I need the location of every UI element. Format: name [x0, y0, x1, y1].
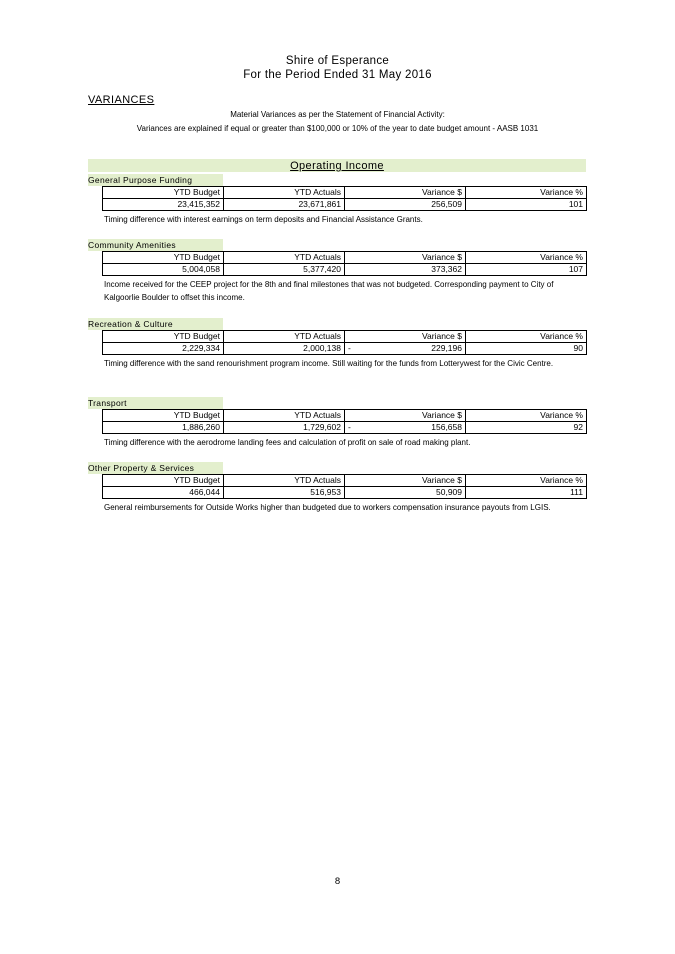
col-variance-dollar: Variance $ [345, 331, 466, 343]
col-ytd-actuals: YTD Actuals [224, 475, 345, 487]
table-row [103, 199, 587, 211]
variance-dollar-cell [345, 343, 466, 355]
table-row [103, 487, 587, 499]
col-ytd-actuals: YTD Actuals [224, 331, 345, 343]
organisation-name: Shire of Esperance [285, 55, 390, 67]
table-header-row [103, 475, 587, 487]
variance-pct-value: 92 [466, 422, 587, 434]
variance-note: Timing difference with interest earnings on term deposits and Financial Assistance Grants. [104, 215, 423, 224]
col-variance-pct: Variance % [466, 410, 587, 422]
variance-pct-value: 107 [466, 264, 587, 276]
table-header-row [103, 410, 587, 422]
variance-note: General reimbursements for Outside Works higher than budgeted due to workers compensation insurance payouts from LGIS. [104, 503, 551, 512]
block-label: Community Amenities [88, 239, 223, 251]
ytd-actuals-value: 516,953 [224, 487, 345, 499]
ytd-budget-value: 5,004,058 [103, 264, 224, 276]
ytd-actuals-value: 1,729,602 [224, 422, 345, 434]
variance-block [88, 318, 588, 370]
variance-sign: - [348, 422, 351, 432]
ytd-budget-value: 23,415,352 [103, 199, 224, 211]
ytd-budget-value: 1,886,260 [103, 422, 224, 434]
variance-dollar-cell [345, 264, 466, 276]
table-row [103, 264, 587, 276]
col-variance-pct: Variance % [466, 475, 587, 487]
variance-dollar-cell [345, 199, 466, 211]
variance-dollar-cell [345, 422, 466, 434]
ytd-budget-value: 466,044 [103, 487, 224, 499]
subtitle-threshold: Variances are explained if equal or greater than $100,000 or 10% of the year to date budget amount - AASB 1031 [136, 124, 539, 133]
col-variance-dollar: Variance $ [345, 410, 466, 422]
variance-dollar-value: 373,362 [431, 264, 462, 274]
variance-block [88, 174, 588, 226]
variance-pct-value: 111 [466, 487, 587, 499]
col-variance-dollar: Variance $ [345, 475, 466, 487]
variance-dollar-cell [345, 487, 466, 499]
col-ytd-budget: YTD Budget [103, 475, 224, 487]
variance-dollar-value: 256,509 [431, 199, 462, 209]
variance-table [102, 251, 587, 276]
ytd-actuals-value: 2,000,138 [224, 343, 345, 355]
col-variance-pct: Variance % [466, 252, 587, 264]
variance-dollar-value: 156,658 [431, 422, 462, 432]
col-ytd-actuals: YTD Actuals [224, 252, 345, 264]
table-header-row [103, 331, 587, 343]
variance-table [102, 409, 587, 434]
col-variance-dollar: Variance $ [345, 252, 466, 264]
subtitle-material-variances: Material Variances as per the Statement of Financial Activity: [230, 110, 445, 119]
block-label: Other Property & Services [88, 462, 223, 474]
page-heading: VARIANCES [88, 94, 155, 106]
col-ytd-budget: YTD Budget [103, 187, 224, 199]
block-label: Transport [88, 397, 223, 409]
ytd-actuals-value: 23,671,861 [224, 199, 345, 211]
col-ytd-budget: YTD Budget [103, 410, 224, 422]
section-title: Operating Income [290, 160, 384, 172]
variance-pct-value: 90 [466, 343, 587, 355]
variance-block [88, 462, 588, 514]
col-ytd-actuals: YTD Actuals [224, 410, 345, 422]
variance-note: Timing difference with the sand renourishment program income. Still waiting for the funds from Lotterywest for the Civic Centre. [104, 359, 554, 368]
report-period: For the Period Ended 31 May 2016 [243, 69, 432, 81]
variance-dollar-value: 229,196 [431, 343, 462, 353]
variance-block [88, 397, 588, 449]
col-variance-dollar: Variance $ [345, 187, 466, 199]
table-header-row [103, 252, 587, 264]
variance-sign: - [348, 343, 351, 353]
variance-table [102, 474, 587, 499]
block-label: Recreation & Culture [88, 318, 223, 330]
ytd-budget-value: 2,229,334 [103, 343, 224, 355]
ytd-actuals-value: 5,377,420 [224, 264, 345, 276]
variance-dollar-value: 50,909 [436, 487, 462, 497]
col-variance-pct: Variance % [466, 187, 587, 199]
block-label: General Purpose Funding [88, 174, 223, 186]
col-ytd-budget: YTD Budget [103, 331, 224, 343]
variance-block [88, 239, 588, 304]
table-header-row [103, 187, 587, 199]
variance-note: Income received for the CEEP project for the 8th and final milestones that was not budgeted. Corresponding payment to City of Kalgoorlie Boulder to offset this income. [104, 280, 554, 302]
col-ytd-budget: YTD Budget [103, 252, 224, 264]
table-row [103, 343, 587, 355]
page-number: 8 [334, 876, 341, 887]
variance-note: Timing difference with the aerodrome landing fees and calculation of profit on sale of road making plant. [104, 438, 471, 447]
variance-pct-value: 101 [466, 199, 587, 211]
table-row [103, 422, 587, 434]
col-ytd-actuals: YTD Actuals [224, 187, 345, 199]
variance-table [102, 186, 587, 211]
col-variance-pct: Variance % [466, 331, 587, 343]
variance-table [102, 330, 587, 355]
